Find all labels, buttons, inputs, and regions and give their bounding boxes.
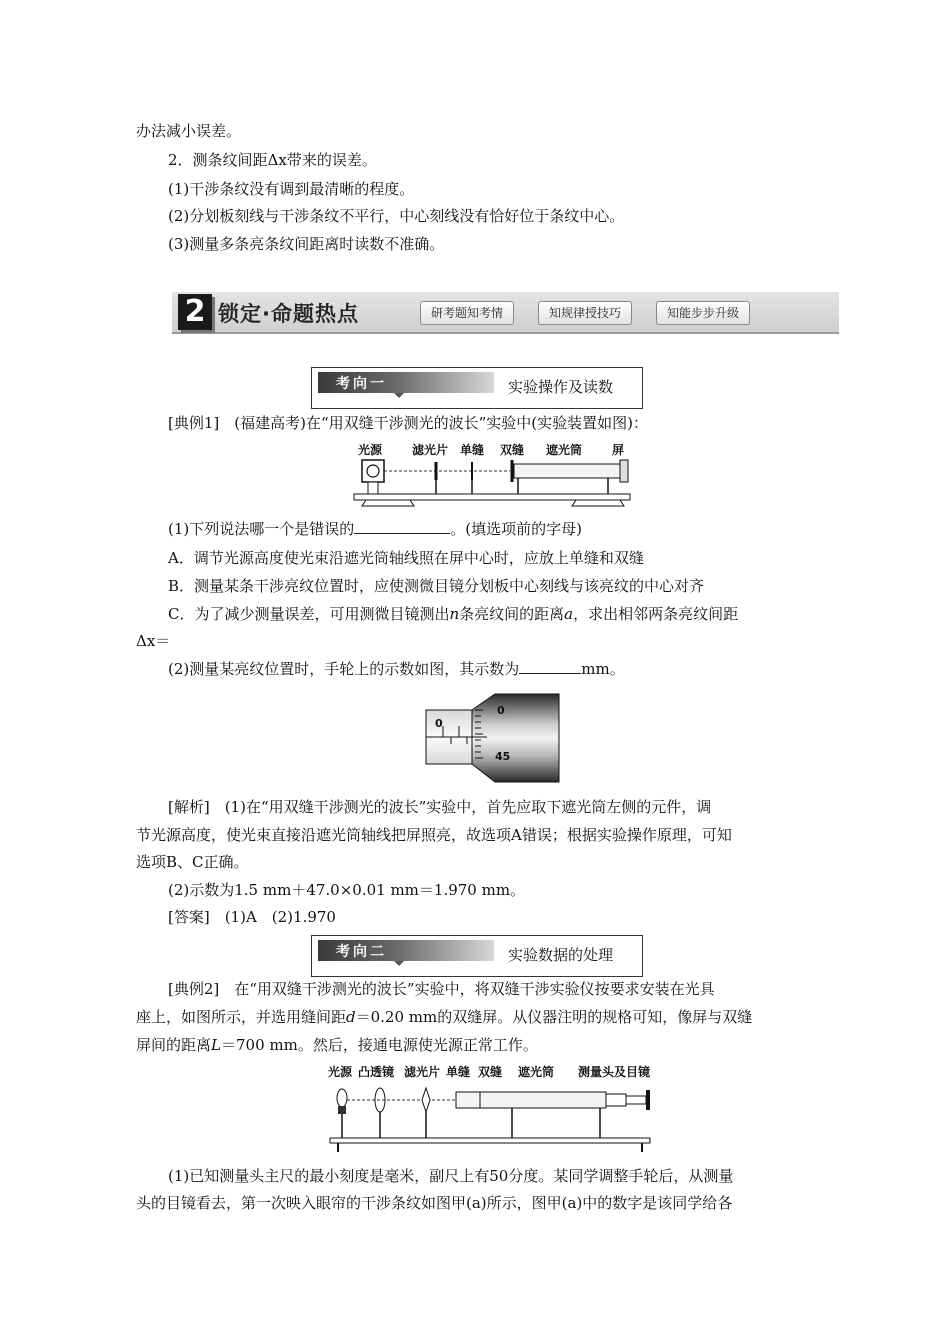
example-text <box>136 1035 538 1055</box>
diagram-label: 滤光片 <box>412 443 449 457</box>
diagram-label: 光源 <box>328 1065 353 1079</box>
option-b: B．测量某条干涉亮纹位置时，应使测微目镜分划板中心刻线与该亮纹的中心对齐 <box>168 577 705 595</box>
text-line: (3)测量多条亮条纹间距离时读数不准确。 <box>168 235 445 253</box>
variable-l: L <box>211 1036 221 1054</box>
diagram-label: 双缝 <box>500 443 525 457</box>
diagram-label: 凸透镜 <box>358 1065 395 1079</box>
text-line: (2)分划板刻线与干涉条纹不平行，中心刻线没有恰好位于条纹中心。 <box>168 207 625 225</box>
variable-n: n <box>449 605 460 623</box>
answer-line: [答案] (1)A (2)1.970 <box>168 908 336 926</box>
example-intro: [典例2] 在“用双缝干涉测光的波长”实验中，将双缝干涉实验仪按要求安装在光具 <box>168 980 715 998</box>
question-2 <box>168 659 625 679</box>
diagram-label: 单缝 <box>446 1065 471 1079</box>
direction-label: 考向一 <box>336 376 387 392</box>
analysis-line: 节光源高度，使光束直接沿遮光筒轴线把屏照亮，故选项A错误；根据实验操作原理，可知 <box>136 826 732 844</box>
answer-blank <box>354 519 450 534</box>
chevron-down-icon <box>394 393 404 398</box>
question-text: (1)下列说法哪一个是错误的 <box>168 520 355 538</box>
question-line: 头的目镜看去，第一次映入眼帘的干涉条纹如图甲(a)所示，图甲(a)中的数字是该同学给各 <box>136 1194 733 1212</box>
question-1 <box>168 519 582 539</box>
diagram-label: 遮光筒 <box>518 1065 555 1079</box>
section-banner <box>172 292 839 334</box>
option-c <box>168 604 738 624</box>
question-text: (2)测量某亮纹位置时，手轮上的示数如图，其示数为 <box>168 660 520 678</box>
section-title: 锁定·命题热点 <box>218 302 359 326</box>
diagram-label: 双缝 <box>478 1065 503 1079</box>
thimble-label-bottom: 45 <box>495 750 511 763</box>
question-line: (1)已知测量头主尺的最小刻度是毫米，副尺上有50分度。某同学调整手轮后，从测量 <box>168 1167 734 1185</box>
diagram-label: 测量头及目镜 <box>578 1065 651 1079</box>
text-part: ＝700 mm。然后，接通电源使光源正常工作。 <box>220 1036 538 1054</box>
chevron-down-icon <box>394 961 404 966</box>
diagram-label: 屏 <box>612 443 625 457</box>
diagram-label: 光源 <box>358 443 383 457</box>
analysis-line: (2)示数为1.5 mm＋47.0×0.01 mm＝1.970 mm。 <box>168 881 526 899</box>
text-line: 办法减小误差。 <box>136 122 242 140</box>
micrometer-figure <box>425 690 561 786</box>
text-line: 2．测条纹间距Δx带来的误差。 <box>168 151 377 169</box>
text-part: 座上，如图所示，并选用缝间距 <box>136 1008 347 1026</box>
sleeve-label: 0 <box>435 717 443 730</box>
analysis-line: [解析] (1)在“用双缝干涉测光的波长”实验中，首先应取下遮光筒左侧的元件，调 <box>168 798 712 816</box>
variable-a: a <box>564 605 574 623</box>
option-c-text: C．为了减少测量误差，可用测微目镜测出 <box>168 605 450 623</box>
thimble-label-top: 0 <box>497 704 505 717</box>
option-c-text: ，求出相邻两条亮纹间距 <box>573 605 739 623</box>
apparatus-diagram-1 <box>350 440 640 508</box>
direction-label-box <box>318 372 494 393</box>
apparatus-diagram-2 <box>326 1062 662 1154</box>
answer-blank <box>519 659 581 674</box>
text-part: ＝0.20 mm的双缝屏。从仪器注明的规格可知，像屏与双缝 <box>355 1008 753 1026</box>
tab-exam-info: 研考题知考情 <box>420 301 514 325</box>
direction-header <box>311 935 643 977</box>
variable-d: d <box>346 1008 356 1026</box>
analysis-line: 选项B、C正确。 <box>136 853 249 871</box>
direction-title: 实验数据的处理 <box>508 946 614 964</box>
question-tail: 。(填选项前的字母) <box>450 520 582 538</box>
tab-techniques: 知规律授技巧 <box>538 301 632 325</box>
example-text <box>136 1007 752 1027</box>
option-c-continued: Δx＝ <box>136 632 171 650</box>
text-part: 屏间的距离 <box>136 1036 212 1054</box>
direction-title: 实验操作及读数 <box>508 378 614 396</box>
option-a: A．调节光源高度使光束沿遮光筒轴线照在屏中心时，应放上单缝和双缝 <box>168 549 644 567</box>
tab-levels: 知能步步升级 <box>656 301 750 325</box>
option-c-text: 条亮纹间的距离 <box>459 605 565 623</box>
direction-label-box <box>318 940 494 961</box>
question-tail: mm。 <box>581 660 625 678</box>
direction-header <box>311 367 643 409</box>
direction-label: 考向二 <box>336 944 387 960</box>
example-intro: [典例1] (福建高考)在“用双缝干涉测光的波长”实验中(实验装置如图)： <box>168 414 648 432</box>
diagram-label: 遮光筒 <box>546 443 583 457</box>
diagram-label: 滤光片 <box>404 1065 441 1079</box>
section-number: 2 <box>178 294 212 330</box>
diagram-label: 单缝 <box>460 443 485 457</box>
text-line: (1)干涉条纹没有调到最清晰的程度。 <box>168 180 415 198</box>
